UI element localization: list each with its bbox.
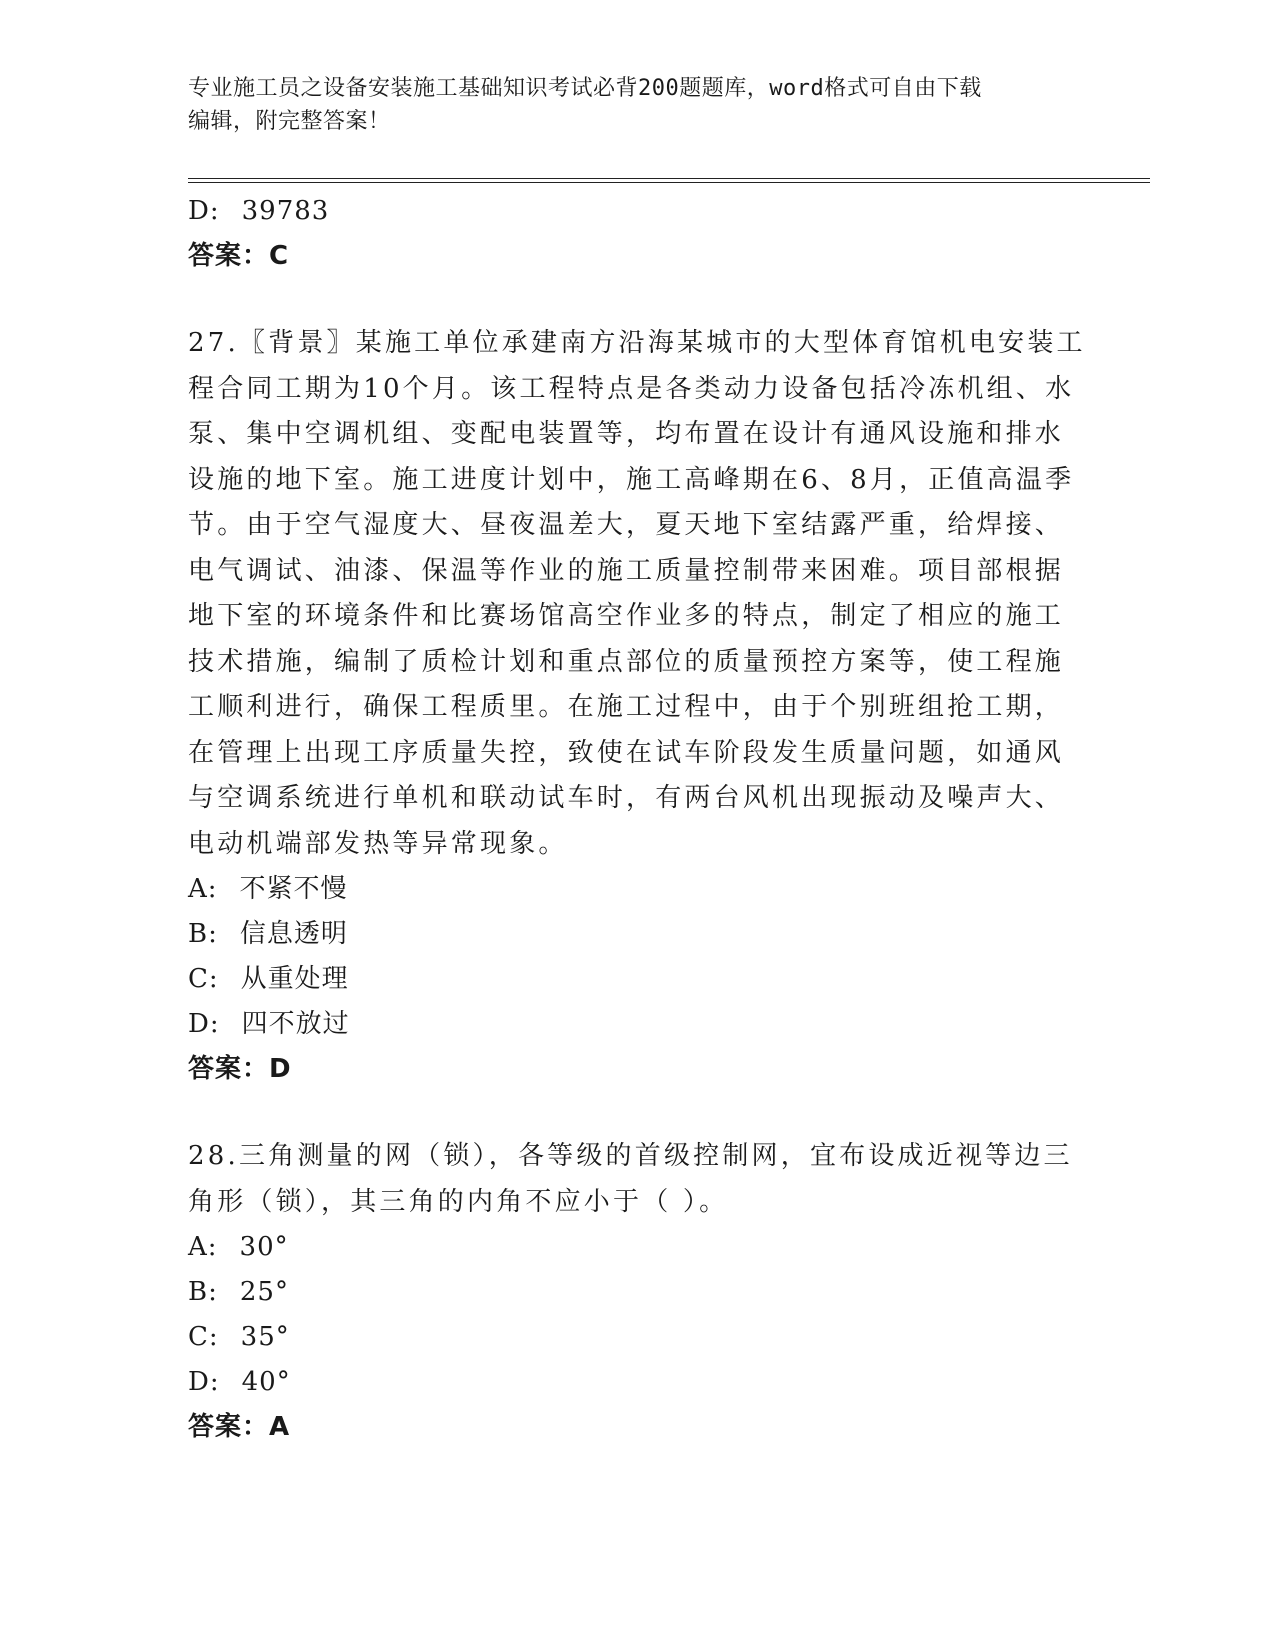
option-label: A: [188, 874, 218, 904]
q27-line: 27.〖背景〗某施工单位承建南方沿海某城市的大型体育馆机电安装工 [188, 328, 1086, 358]
q27-line: 电气调试、油漆、保温等作业的施工质量控制带来困难。项目部根据 [188, 555, 1065, 586]
option-text: 信息透明 [239, 919, 348, 949]
q27-option-b [188, 912, 1088, 957]
q28-line: 28.三角测量的网（锁），各等级的首级控制网，宜布设成近视等边三 [188, 1141, 1073, 1171]
q27-line: 电动机端部发热等异常现象。 [188, 828, 568, 859]
option-text: 从重处理 [240, 964, 349, 994]
option-label: D: [188, 1367, 220, 1397]
q27-line: 技术措施，编制了质检计划和重点部位的质量预控方案等，使工程施 [188, 646, 1065, 677]
option-text: 不紧不慢 [239, 874, 348, 904]
q27-question-text [188, 321, 1086, 867]
option-label: D: [188, 196, 220, 226]
q27-option-d [188, 1002, 1088, 1047]
q27-line: 地下室的环境条件和比赛场馆高空作业多的特点，制定了相应的施工 [188, 601, 1065, 631]
q27-option-c [188, 957, 1088, 1002]
header-divider-bottom [188, 182, 1150, 183]
option-text: 35° [240, 1322, 290, 1352]
header-divider-top [188, 178, 1150, 179]
option-label: D: [188, 1009, 220, 1039]
option-label: B: [188, 1277, 218, 1307]
q27-line: 节。由于空气湿度大、昼夜温差大，夏天地下室结露严重，给焊接、 [188, 510, 1065, 540]
header-line-1: 专业施工员之设备安装施工基础知识考试必背200题题库，word格式可自由下载 [188, 76, 982, 101]
q27-answer: 答案：D [188, 1054, 292, 1084]
option-label: C: [188, 1322, 219, 1352]
option-label: C: [188, 964, 219, 994]
option-text: 四不放过 [241, 1009, 350, 1039]
q27-line: 泵、集中空调机组、变配电装置等，均布置在设计有通风设施和排水 [188, 419, 1065, 449]
q28-option-b [188, 1270, 1088, 1315]
q28-option-c [188, 1315, 1088, 1360]
option-text: 25° [239, 1277, 289, 1307]
q27-line: 在管理上出现工序质量失控，致使在试车阶段发生质量问题，如通风 [188, 737, 1065, 768]
q28-question-text [188, 1134, 1073, 1225]
option-text: 39783 [241, 196, 330, 226]
q27-line: 工顺利进行，确保工程质里。在施工过程中，由于个别班组抢工期， [188, 692, 1065, 722]
q28-line: 角形（锁），其三角的内角不应小于（ ）。 [188, 1186, 729, 1217]
question-content [188, 189, 1088, 1450]
option-text: 40° [241, 1367, 291, 1397]
q28-answer: 答案：A [188, 1412, 291, 1442]
q27-line: 设施的地下室。施工进度计划中，施工高峰期在6、8月，正值高温季 [188, 464, 1075, 495]
header-line-2: 编辑，附完整答案！ [188, 109, 391, 134]
q26-answer: 答案：C [188, 241, 290, 271]
option-label: B: [188, 919, 218, 949]
q27-option-a [188, 867, 1088, 912]
q28-option-d [188, 1360, 1088, 1405]
option-text: 30° [239, 1232, 289, 1262]
q27-line: 程合同工期为10个月。该工程特点是各类动力设备包括冷冻机组、水 [188, 373, 1075, 404]
q26-option-d [188, 189, 1088, 234]
q28-option-a [188, 1225, 1088, 1270]
option-label: A: [188, 1232, 218, 1262]
q27-line: 与空调系统进行单机和联动试车时，有两台风机出现振动及噪声大、 [188, 783, 1065, 813]
document-header [188, 72, 1088, 138]
